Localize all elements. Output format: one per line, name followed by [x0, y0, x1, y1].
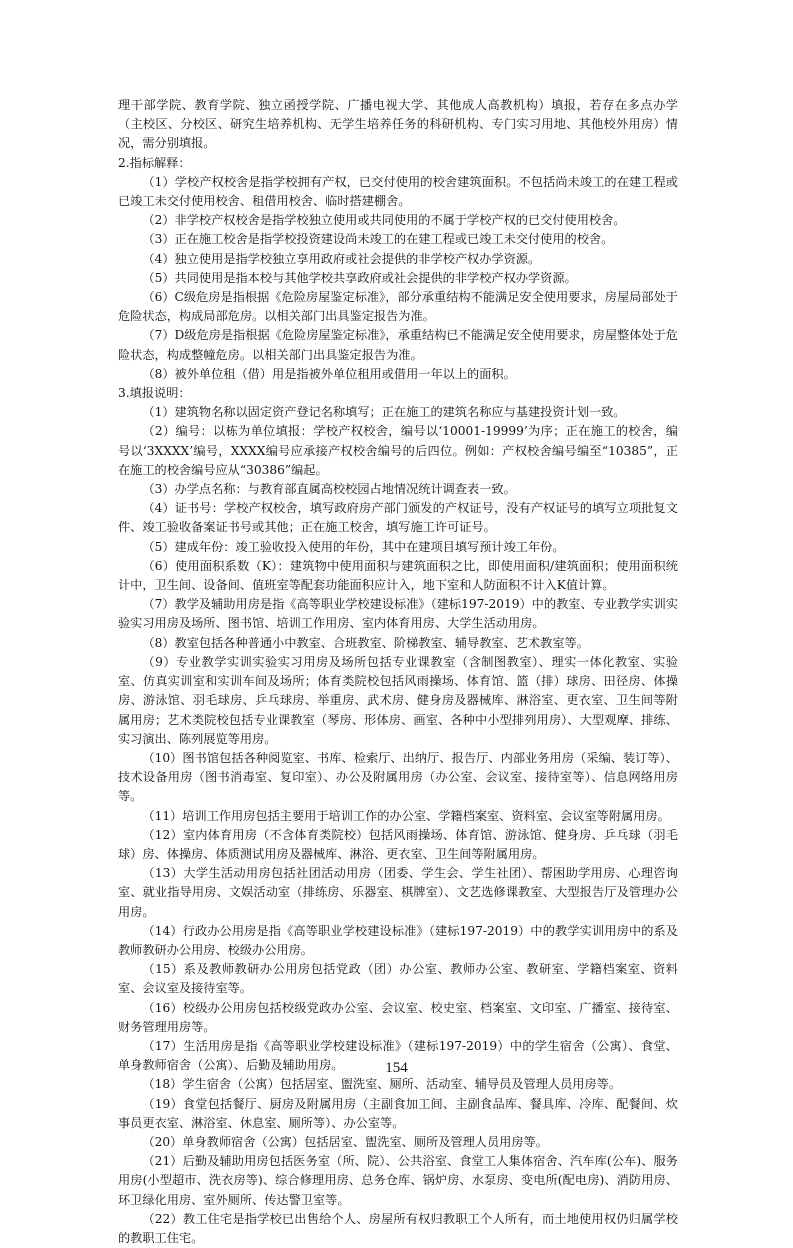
paragraph: （4）独立使用是指学校独立享用政府或社会提供的非学校产权办学资源。: [142, 251, 541, 266]
paragraph: （17）生活用房是指《高等职业学校建设标准》（建标197-2019）中的学生宿舍（公寓）、食堂、单身教师宿舍（公寓）、后勤及辅助用房。: [118, 1038, 678, 1073]
paragraph: （3）正在施工校舍是指学校投资建设尚未竣工的在建工程或已竣工未交付使用的校舍。: [142, 232, 614, 247]
paragraph: （20）单身教师宿舍（公寓）包括居室、盥洗室、厕所及管理人员用房等。: [142, 1134, 548, 1149]
paragraph: （8）教室包括各种普通小中教室、合班教室、阶梯教室、辅导教室、艺术教室等。: [142, 635, 589, 650]
paragraph: （3）办学点名称：与教育部直属高校校园占地情况统计调查表一致。: [142, 482, 516, 497]
paragraph: （6）使用面积系数（K）：建筑物中使用面积与建筑面积之比，即使用面积/建筑面积；使用面积统计中，卫生间、设备间、值班室等配套功能面积应计入，地下室和人防面积不计入K值计算。: [118, 558, 678, 593]
paragraph: 理干部学院、教育学院、独立函授学院、广播电视大学、其他成人高教机构）填报，若存在多点办学（主校区、分校区、研究生培养机构、无学生培养任务的科研机构、专门实习用地、其他校外用房）情况，需分别填报。: [118, 98, 678, 151]
paragraph: （2）编号：以栋为单位填报：学校产权校舍，编号以‘10001-19999’为序；正在施工的校舍，编号以‘3XXXX’编号，XXXX编号应承接产权校舍编号的后四位。例如：产权校舍编号编至“10385”，正在施工的校舍编号应从“30386”编起。: [118, 424, 678, 477]
paragraph: （4）证书号：学校产权校舍，填写政府房产部门颁发的产权证号，没有产权证号的填写立项批复文件、竣工验收备案证书号或其他；正在施工校舍，填写施工许可证号。: [118, 501, 678, 535]
paragraph: （6）C级危房是指根据《危险房屋鉴定标准》，部分承重结构不能满足安全使用要求，房屋局部处于危险状态，构成局部危房。以相关部门出具鉴定报告为准。: [118, 290, 678, 324]
page-number: 154: [385, 1060, 408, 1076]
paragraph: （18）学生宿舍（公寓）包括居室、盥洗室、厕所、活动室、辅导员及管理人员用房等。: [142, 1077, 622, 1092]
paragraph: （10）图书馆包括各种阅览室、书库、检索厅、出纳厅、报告厅、内部业务用房（采编、装订等）、技术设备用房（图书消毒室、复印室）、办公及附属用房（办公室、会议室、接待室等）、信息网络用房等。: [118, 750, 678, 804]
paragraph: （1）学校产权校舍是指学校拥有产权，已交付使用的校舍建筑面积。不包括尚未竣工的在建工程或已竣工未交付使用校舍、租借用校舍、临时搭建棚舍。: [118, 174, 678, 209]
paragraph: （22）教工住宅是指学校已出售给个人、房屋所有权归教职工个人所有，而土地使用权仍归属学校的教职工住宅。: [118, 1211, 678, 1245]
paragraph: （11）培训工作用房包括主要用于培训工作的办公室、学籍档案室、资料室、会议室等附属用房。: [142, 808, 670, 823]
paragraph: （14）行政办公用房是指《高等职业学校建设标准》（建标197-2019）中的教学实训用房中的系及教师教研办公用房、校级办公用房。: [118, 923, 678, 957]
paragraph: （15）系及教师教研办公用房包括党政（团）办公室、教师办公室、教研室、学籍档案室、资料室、会议室及接待室等。: [118, 962, 678, 996]
paragraph: （5）共同使用是指本校与其他学校共享政府或社会提供的非学校产权办学资源。: [142, 270, 577, 285]
paragraph: （9）专业教学实训实验实习用房及场所包括专业课教室（含制图教室）、理实一体化教室、实验室、仿真实训室和实训车间及场所；体育类院校包括风雨操场、体育馆、篮（排）球房、田径房、体操房、游泳馆、羽毛球房、乒乓球房、举重房、武术房、健身房及器械库、淋浴室、更衣室、卫生间等附属用房；艺术类院校包括专业课教室（琴房、形体房、画室、各种中小型排列用房）、大型观摩、排练、实习演出、陈列展览等用房。: [118, 654, 678, 746]
paragraph: （2）非学校产权校舍是指学校独立使用或共同使用的不属于学校产权的已交付使用校舍。: [142, 213, 626, 228]
paragraph: （13）大学生活动用房包括社团活动用房（团委、学生会、学生社团）、帮困助学用房、心理咨询室、就业指导用房、文娱活动室（排练房、乐器室、棋牌室）、文艺选修课教室、大型报告厅及管理办公用房。: [118, 866, 678, 919]
paragraph: （19）食堂包括餐厅、厨房及附属用房（主副食加工间、主副食品库、餐具库、冷库、配餐间、炊事员更衣室、淋浴室、休息室、厕所等）、办公室等。: [118, 1096, 678, 1130]
paragraph: （16）校级办公用房包括校级党政办公室、会议室、校史室、档案室、文印室、广播室、接待室、财务管理用房等。: [118, 1000, 678, 1034]
paragraph: 2.指标解释：: [118, 155, 191, 170]
paragraph: （8）被外单位租（借）用是指被外单位租用或借用一年以上的面积。: [142, 366, 516, 381]
paragraph: （12）室内体育用房（不含体育类院校）包括风雨操场、体育馆、游泳馆、健身房、乒乓球（羽毛球）房、体操房、体质测试用房及器械库、淋浴、更衣室、卫生间等附属用房。: [118, 827, 678, 861]
paragraph: （1）建筑物名称以固定资产登记名称填写；正在施工的建筑名称应与基建投资计划一致。: [142, 405, 626, 420]
paragraph: 3.填报说明：: [118, 386, 191, 401]
paragraph: （21）后勤及辅助用房包括医务室（所、院）、公共浴室、食堂工人集体宿舍、汽车库(公车)、服务用房(小型超市、洗衣房等)、综合修理用房、总务仓库、锅炉房、水泵房、变电所(配电房)、消防用房、环卫绿化用房、室外厕所、传达警卫室等。: [118, 1154, 678, 1207]
paragraph: （7）D级危房是指根据《危险房屋鉴定标准》，承重结构已不能满足安全使用要求，房屋整体处于危险状态，构成整幢危房。以相关部门出具鉴定报告为准。: [118, 328, 678, 362]
paragraph: （5）建成年份：竣工验收投入使用的年份，其中在建项目填写预计竣工年份。: [142, 539, 565, 554]
paragraph: （7）教学及辅助用房是指《高等职业学校建设标准》（建标197-2019）中的教室、专业教学实训实验实习用房及场所、图书馆、培训工作用房、室内体育用房、大学生活动用房。: [118, 597, 678, 631]
